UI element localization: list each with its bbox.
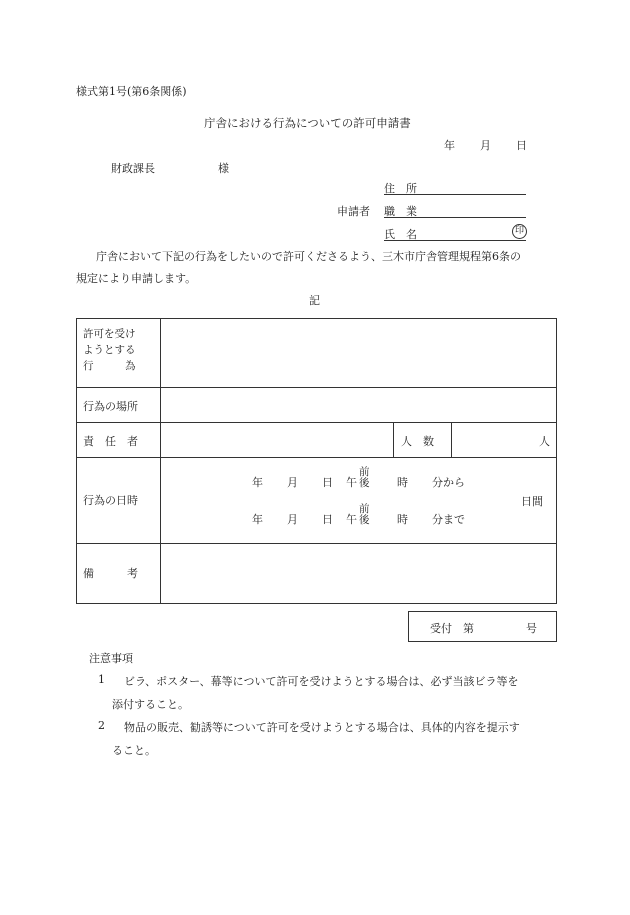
note-1-line1: ビラ、ポスター、幕等について許可を受けようとする場合は、必ず当該ビラ等を: [124, 675, 519, 688]
datetime-label: 行為の日時: [83, 494, 138, 507]
act-field[interactable]: [161, 320, 555, 386]
end-ampm[interactable]: [359, 504, 370, 526]
end-go: 午: [346, 513, 357, 526]
end-until: 分まで: [432, 513, 465, 526]
start-from: 分から: [432, 476, 465, 489]
end-month: 月: [287, 513, 298, 526]
form-title: 庁舎における行為についての許可申請書: [204, 116, 411, 130]
count-label: 人 数: [401, 435, 434, 448]
application-table: [76, 318, 557, 604]
applicant-label: 申請者: [337, 205, 370, 218]
act-label-line1: 許可を受け: [83, 328, 136, 340]
end-year: 年: [252, 513, 263, 526]
date-day-label: 日: [516, 139, 527, 152]
addressee-honorific: 様: [218, 162, 229, 175]
end-am: 前: [359, 503, 370, 515]
start-pm: 後: [359, 477, 370, 489]
note-2-number: 2: [98, 719, 105, 732]
date-month-label: 月: [480, 139, 491, 152]
end-hour: 時: [397, 513, 408, 526]
end-pm: 後: [359, 514, 370, 526]
occupation-label: 職 業: [384, 205, 417, 218]
form-number: 様式第1号(第6条関係): [76, 85, 187, 98]
start-month: 月: [287, 476, 298, 489]
body-text-line1: 庁舎において下記の行為をしたいので許可くださるよう、三木市庁舎管理規程第6条の: [96, 250, 521, 263]
address-label: 住 所: [384, 182, 417, 195]
name-line[interactable]: [384, 240, 526, 241]
place-field[interactable]: [161, 388, 555, 421]
start-am: 前: [359, 466, 370, 478]
note-1-number: 1: [98, 673, 105, 686]
address-line[interactable]: [384, 194, 526, 195]
start-ampm[interactable]: [359, 467, 370, 489]
responsible-label: 責 任 者: [83, 435, 138, 448]
start-day: 日: [322, 476, 333, 489]
start-year: 年: [252, 476, 263, 489]
receipt-suffix: 号: [526, 622, 537, 635]
duration-days: 日間: [521, 495, 543, 508]
remarks-field[interactable]: [161, 544, 555, 602]
note-1-line2: 添付すること。: [112, 698, 189, 711]
notes-heading: 注意事項: [89, 652, 133, 665]
place-label: 行為の場所: [83, 400, 138, 413]
name-label: 氏 名: [384, 228, 417, 241]
note-2-line2: ること。: [112, 744, 156, 757]
start-hour: 時: [397, 476, 408, 489]
occupation-line[interactable]: [384, 217, 526, 218]
responsible-field[interactable]: [161, 423, 392, 456]
note-2-line1: 物品の販売、勧誘等について許可を受けようとする場合は、具体的内容を提示す: [124, 721, 520, 734]
remarks-label: 備 考: [83, 567, 138, 580]
act-label: [83, 329, 154, 372]
date-year-label: 年: [444, 139, 455, 152]
seal-mark: 印: [512, 224, 527, 239]
addressee-name: 財政課長: [111, 162, 155, 175]
body-text-line2: 規定により申請します。: [76, 272, 197, 285]
act-label-line2: ようとする: [83, 344, 136, 356]
end-day: 日: [322, 513, 333, 526]
ki-label: 記: [309, 294, 320, 307]
start-go: 午: [346, 476, 357, 489]
receipt-prefix: 受付 第: [430, 622, 474, 635]
count-unit: 人: [539, 435, 550, 448]
act-label-line3: 行 為: [83, 360, 136, 372]
receipt-box: [408, 611, 557, 642]
